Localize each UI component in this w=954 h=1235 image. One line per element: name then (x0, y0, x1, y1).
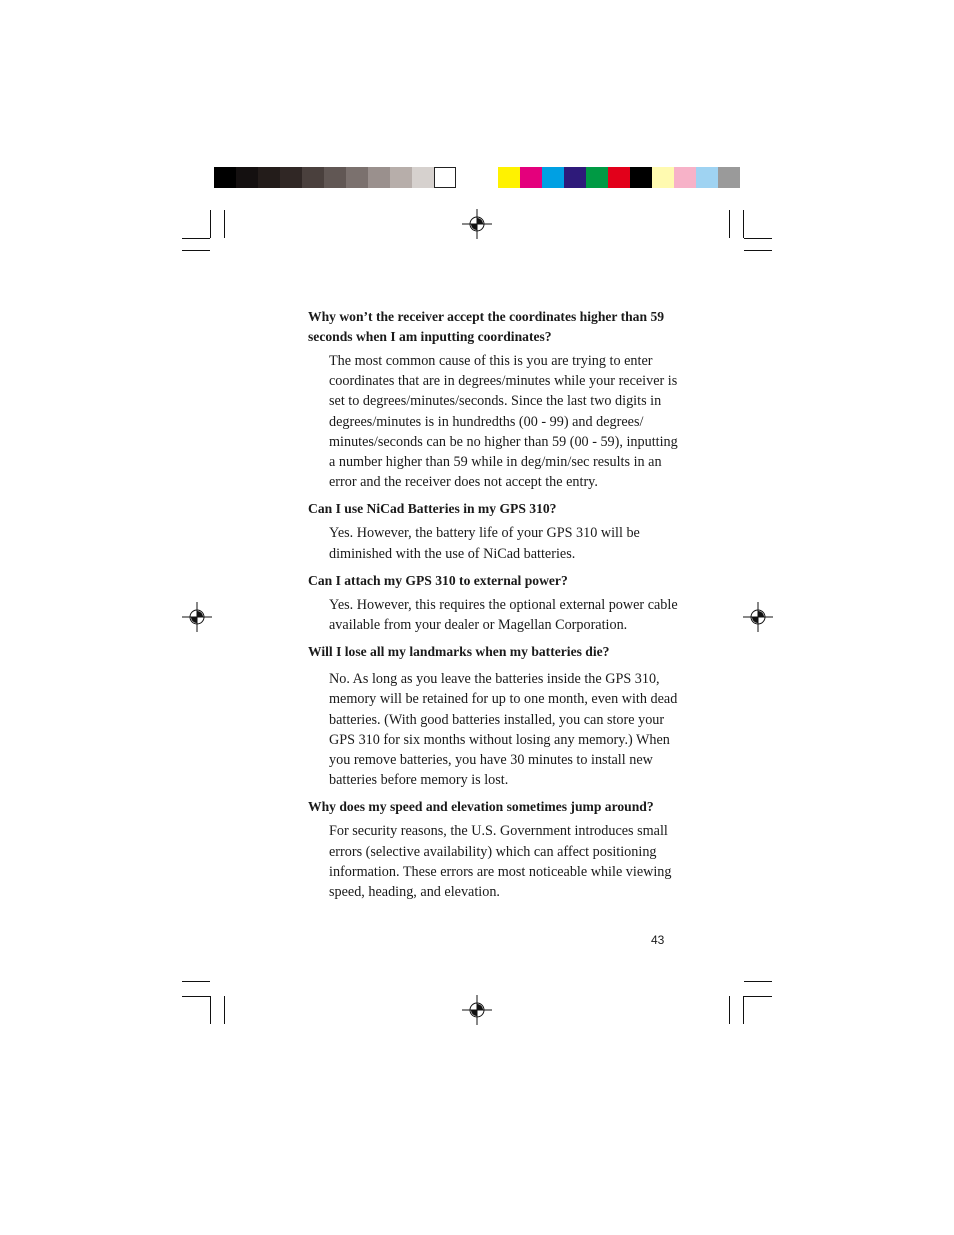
color-swatch (718, 167, 740, 188)
color-swatch (214, 167, 236, 188)
color-swatch (674, 167, 696, 188)
color-swatch (368, 167, 390, 188)
color-swatch (630, 167, 652, 188)
faq-question: Why won’t the receiver accept the coordinates higher than 59 seconds when I am inputting coordinates? (308, 309, 665, 344)
color-calibration-bar (498, 167, 740, 188)
color-swatch (280, 167, 302, 188)
color-swatch (302, 167, 324, 188)
color-swatch (324, 167, 346, 188)
color-swatch (434, 167, 456, 188)
crop-mark (182, 250, 210, 251)
registration-mark-icon (182, 602, 212, 632)
faq-section (308, 307, 678, 909)
faq-answer: Yes. However, the battery life of your GPS 310 will be diminished with the use of NiCad batteries. (329, 525, 640, 562)
color-swatch (258, 167, 280, 188)
crop-mark (729, 996, 730, 1024)
crop-mark (182, 996, 210, 997)
faq-question: Why does my speed and elevation sometimes jump around? (308, 799, 654, 815)
color-swatch (608, 167, 630, 188)
color-swatch (586, 167, 608, 188)
color-swatch (236, 167, 258, 188)
crop-mark (744, 996, 772, 997)
crop-mark (744, 981, 772, 982)
crop-mark (224, 210, 225, 238)
faq-answer: No. As long as you leave the batteries inside the GPS 310, memory will be retained for up to one month, even with dead batteries. (With good batteries installed, you can store your GPS 310 for six months without losing any memory.) When you remove batteries, you have 30 minutes to install new batteries before memory is lost. (329, 671, 678, 789)
crop-mark (743, 996, 744, 1024)
crop-mark (182, 981, 210, 982)
color-swatch (520, 167, 542, 188)
page-number: 43 (651, 933, 665, 947)
registration-mark-icon (462, 209, 492, 239)
faq-question: Can I use NiCad Batteries in my GPS 310? (308, 501, 557, 517)
gray-calibration-bar (214, 167, 456, 188)
color-swatch (696, 167, 718, 188)
crop-mark (224, 996, 225, 1024)
crop-mark (210, 210, 211, 238)
color-swatch (498, 167, 520, 188)
registration-mark-icon (743, 602, 773, 632)
color-swatch (564, 167, 586, 188)
faq-question: Will I lose all my landmarks when my batteries die? (308, 644, 610, 660)
color-swatch (412, 167, 434, 188)
crop-mark (744, 250, 772, 251)
faq-answer: For security reasons, the U.S. Government introduces small errors (selective availability) which can affect positioning information. These errors are most noticeable while viewing speed, heading, and elevation. (329, 823, 672, 901)
faq-answer: Yes. However, this requires the optional external power cable available from your dealer or Magellan Corporation. (329, 596, 678, 634)
crop-mark (744, 238, 772, 239)
color-swatch (542, 167, 564, 188)
color-swatch (390, 167, 412, 188)
crop-mark (210, 996, 211, 1024)
color-swatch (346, 167, 368, 188)
faq-question: Can I attach my GPS 310 to external power? (308, 572, 568, 588)
registration-mark-icon (462, 995, 492, 1025)
faq-answer: The most common cause of this is you are trying to enter coordinates that are in degrees/minutes while your receiver is set to degrees/minutes/seconds. Since the last two digits in degrees/minutes is in hundredths (00 - 99) and degrees/ minutes/seconds can be no higher than 59 (00 - 59), inputting a number higher than 59 while in deg/min/sec results in an error and the receiver does not accept the entry. (329, 353, 678, 491)
crop-mark (182, 238, 210, 239)
color-swatch (652, 167, 674, 188)
crop-mark (729, 210, 730, 238)
crop-mark (743, 210, 744, 238)
